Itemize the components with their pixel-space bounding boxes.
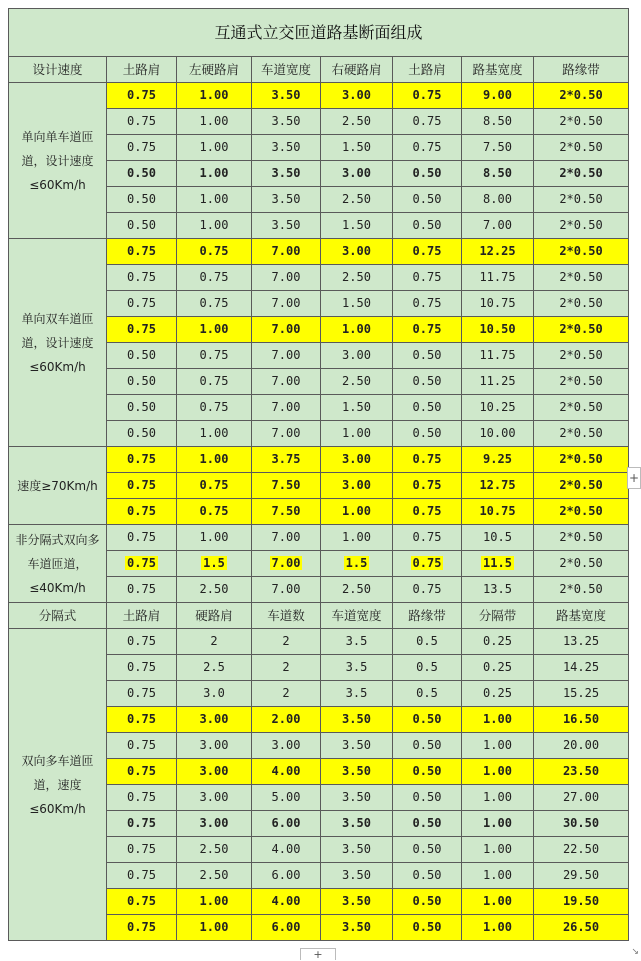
table-title[interactable]: 互通式立交匝道路基断面组成	[9, 9, 629, 57]
table-cell[interactable]: 2*0.50	[534, 291, 629, 317]
table-cell[interactable]: 0.75	[393, 447, 462, 473]
column-header[interactable]: 土路肩	[393, 57, 462, 83]
table-cell[interactable]: 0.50	[393, 213, 462, 239]
table-cell[interactable]: 8.50	[462, 109, 534, 135]
table-cell[interactable]: 29.50	[534, 863, 629, 889]
table-cell[interactable]: 15.25	[534, 681, 629, 707]
column-header[interactable]: 车道宽度	[252, 57, 321, 83]
table-cell[interactable]: 3.50	[321, 785, 393, 811]
table-cell[interactable]: 2*0.50	[534, 395, 629, 421]
table-cell[interactable]: 6.00	[252, 811, 321, 837]
table-cell[interactable]: 0.50	[393, 759, 462, 785]
table-cell[interactable]: 0.50	[393, 187, 462, 213]
table-cell[interactable]: 7.00	[252, 577, 321, 603]
table-cell[interactable]: 0.75	[107, 759, 177, 785]
table-cell[interactable]: 0.50	[107, 421, 177, 447]
table-cell[interactable]: 1.00	[321, 317, 393, 343]
table-cell[interactable]: 7.00	[252, 291, 321, 317]
table-cell[interactable]: 0.75	[107, 863, 177, 889]
table-cell[interactable]: 11.75	[462, 343, 534, 369]
table-cell[interactable]: 3.00	[252, 733, 321, 759]
table-cell[interactable]: 1.00	[177, 525, 252, 551]
table-cell[interactable]: 1.00	[462, 733, 534, 759]
table-cell[interactable]: 11.75	[462, 265, 534, 291]
table-cell[interactable]: 3.50	[321, 915, 393, 941]
table-cell[interactable]: 3.5	[321, 629, 393, 655]
table-cell[interactable]: 0.75	[107, 707, 177, 733]
table-cell[interactable]: 1.00	[177, 915, 252, 941]
table-cell[interactable]: 3.50	[321, 811, 393, 837]
table-cell[interactable]: 0.75	[107, 915, 177, 941]
table-cell[interactable]: 1.00	[177, 213, 252, 239]
column-header[interactable]: 分隔式	[9, 603, 107, 629]
table-cell[interactable]: 26.50	[534, 915, 629, 941]
table-cell[interactable]: 1.00	[462, 759, 534, 785]
table-row	[9, 525, 629, 551]
table-cell[interactable]: 0.75	[177, 265, 252, 291]
table-cell[interactable]: 3.50	[252, 187, 321, 213]
table-cell[interactable]: 0.50	[393, 889, 462, 915]
table-cell[interactable]: 0.75	[107, 473, 177, 499]
cell-value: 0.75	[127, 556, 156, 570]
cell-value: 7.00	[271, 556, 301, 570]
table-cell[interactable]: 0.50	[393, 837, 462, 863]
table-cell[interactable]	[321, 551, 393, 577]
table-cell[interactable]: 3.00	[321, 343, 393, 369]
table-cell[interactable]: 0.75	[107, 83, 177, 109]
table-cell[interactable]: 0.75	[393, 239, 462, 265]
table-cell[interactable]: 0.50	[393, 811, 462, 837]
column-header[interactable]: 左硬路肩	[177, 57, 252, 83]
table-cell[interactable]: 2.00	[252, 707, 321, 733]
table-cell[interactable]: 1.00	[177, 135, 252, 161]
table-cell[interactable]: 0.25	[462, 681, 534, 707]
table-cell[interactable]: 7.00	[252, 317, 321, 343]
table-cell[interactable]: 0.75	[393, 317, 462, 343]
table-cell[interactable]: 30.50	[534, 811, 629, 837]
table-cell[interactable]: 0.50	[393, 369, 462, 395]
cell-value: 0.75	[412, 556, 442, 570]
header-top-row	[9, 57, 629, 83]
table-cell[interactable]: 1.00	[177, 317, 252, 343]
table-cell[interactable]: 2.50	[321, 577, 393, 603]
table-cell[interactable]: 2	[252, 629, 321, 655]
table-cell[interactable]: 0.50	[107, 161, 177, 187]
table-cell[interactable]: 3.00	[177, 707, 252, 733]
table-cell[interactable]: 2*0.50	[534, 577, 629, 603]
table-cell[interactable]: 3.00	[177, 811, 252, 837]
table-cell[interactable]: 0.75	[393, 109, 462, 135]
table-cell[interactable]: 0.50	[393, 161, 462, 187]
table-cell[interactable]: 1.00	[177, 421, 252, 447]
table-cell[interactable]: 2*0.50	[534, 421, 629, 447]
table-cell[interactable]: 1.00	[177, 447, 252, 473]
table-cell[interactable]: 0.75	[393, 499, 462, 525]
table-cell[interactable]: 1.00	[462, 785, 534, 811]
table-cell[interactable]: 0.75	[177, 291, 252, 317]
table-cell[interactable]: 2*0.50	[534, 161, 629, 187]
table-cell[interactable]: 2*0.50	[534, 473, 629, 499]
table-cell[interactable]	[252, 551, 321, 577]
table-cell[interactable]: 0.75	[107, 837, 177, 863]
table-cell[interactable]: 0.50	[393, 915, 462, 941]
table-cell[interactable]: 14.25	[534, 655, 629, 681]
table-cell[interactable]: 7.00	[462, 213, 534, 239]
table-cell[interactable]: 2*0.50	[534, 369, 629, 395]
table-cell[interactable]: 3.75	[252, 447, 321, 473]
table-cell[interactable]: 2*0.50	[534, 317, 629, 343]
table-cell[interactable]: 7.00	[252, 369, 321, 395]
table-cell[interactable]: 0.75	[107, 811, 177, 837]
table-cell[interactable]: 0.75	[393, 525, 462, 551]
table-cell[interactable]: 4.00	[252, 837, 321, 863]
table-cell[interactable]: 1.00	[321, 421, 393, 447]
table-cell[interactable]: 1.00	[462, 811, 534, 837]
table-cell[interactable]: 12.75	[462, 473, 534, 499]
table-cell[interactable]: 2*0.50	[534, 239, 629, 265]
table-cell[interactable]	[462, 551, 534, 577]
table-cell[interactable]: 0.75	[393, 265, 462, 291]
table-cell[interactable]: 1.50	[321, 395, 393, 421]
table-cell[interactable]: 0.75	[107, 733, 177, 759]
table-cell[interactable]: 0.75	[107, 889, 177, 915]
cell-value: 1.5	[345, 556, 368, 570]
table-cell[interactable]: 19.50	[534, 889, 629, 915]
table-cell[interactable]: 23.50	[534, 759, 629, 785]
table-cell[interactable]: 3.50	[252, 161, 321, 187]
table-cell[interactable]: 0.75	[107, 525, 177, 551]
table-cell[interactable]: 1.00	[321, 499, 393, 525]
table-cell[interactable]: 1.50	[321, 135, 393, 161]
table-cell[interactable]	[393, 551, 462, 577]
table-cell[interactable]: 0.50	[107, 395, 177, 421]
cross-section-table	[8, 8, 629, 941]
table-cell[interactable]: 4.00	[252, 759, 321, 785]
table-cell[interactable]: 1.00	[177, 109, 252, 135]
table-cell[interactable]: 3.5	[321, 681, 393, 707]
table-cell[interactable]: 0.75	[177, 395, 252, 421]
table-cell[interactable]: 10.00	[462, 421, 534, 447]
add-row-button[interactable]: +	[300, 948, 336, 960]
table-cell[interactable]: 5.00	[252, 785, 321, 811]
table-cell[interactable]: 10.75	[462, 291, 534, 317]
table-cell[interactable]: 2*0.50	[534, 213, 629, 239]
table-cell[interactable]: 4.00	[252, 889, 321, 915]
table-cell[interactable]: 0.75	[107, 681, 177, 707]
table-cell[interactable]: 0.5	[393, 629, 462, 655]
table-cell[interactable]	[107, 551, 177, 577]
cell-value: 2*0.50	[559, 556, 603, 570]
table-cell[interactable]: 0.75	[177, 473, 252, 499]
resize-handle-icon[interactable]: ↘	[631, 947, 639, 957]
table-cell[interactable]: 7.00	[252, 265, 321, 291]
column-header[interactable]: 车道宽度	[321, 603, 393, 629]
table-cell[interactable]: 8.50	[462, 161, 534, 187]
table-cell[interactable]: 0.75	[393, 135, 462, 161]
table-cell[interactable]: 0.75	[177, 499, 252, 525]
table-cell[interactable]: 7.00	[252, 343, 321, 369]
table-cell[interactable]: 1.50	[321, 213, 393, 239]
table-cell[interactable]: 0.50	[107, 213, 177, 239]
table-cell[interactable]: 3.5	[321, 655, 393, 681]
table-cell[interactable]: 2.50	[321, 369, 393, 395]
column-header[interactable]: 路基宽度	[534, 603, 629, 629]
table-cell[interactable]: 0.75	[177, 343, 252, 369]
table-cell[interactable]: 0.25	[462, 629, 534, 655]
table-cell[interactable]: 0.75	[107, 499, 177, 525]
table-cell[interactable]: 8.00	[462, 187, 534, 213]
table-cell[interactable]: 2.50	[177, 863, 252, 889]
group-label[interactable]: 单向单车道匝道，设计速度≤60Km/h	[9, 83, 107, 239]
table-cell[interactable]: 9.25	[462, 447, 534, 473]
table-cell[interactable]: 0.75	[177, 239, 252, 265]
table-cell[interactable]: 3.50	[252, 213, 321, 239]
table-cell[interactable]: 0.50	[393, 785, 462, 811]
table-cell[interactable]: 1.00	[321, 525, 393, 551]
table-cell[interactable]: 0.50	[393, 733, 462, 759]
table-cell[interactable]: 0.50	[107, 187, 177, 213]
column-header[interactable]: 路缘带	[393, 603, 462, 629]
table-cell[interactable]: 1.00	[177, 161, 252, 187]
table-cell[interactable]: 1.00	[462, 889, 534, 915]
table-row	[9, 239, 629, 265]
table-cell[interactable]: 20.00	[534, 733, 629, 759]
table-cell[interactable]: 1.00	[462, 837, 534, 863]
table-cell[interactable]: 7.00	[252, 421, 321, 447]
table-cell[interactable]: 2*0.50	[534, 109, 629, 135]
table-cell[interactable]: 2.50	[177, 837, 252, 863]
column-header[interactable]: 右硬路肩	[321, 57, 393, 83]
table-cell[interactable]: 0.75	[107, 447, 177, 473]
table-cell[interactable]: 2*0.50	[534, 525, 629, 551]
table-cell[interactable]: 1.00	[177, 187, 252, 213]
table-cell[interactable]: 10.5	[462, 525, 534, 551]
table-cell[interactable]: 12.25	[462, 239, 534, 265]
table-cell[interactable]: 0.50	[393, 863, 462, 889]
table-cell[interactable]: 3.50	[321, 837, 393, 863]
table-cell[interactable]: 0.50	[107, 369, 177, 395]
column-header[interactable]: 硬路肩	[177, 603, 252, 629]
table-cell[interactable]: 1.50	[321, 291, 393, 317]
table-cell[interactable]: 0.75	[107, 785, 177, 811]
table-cell[interactable]: 3.00	[321, 161, 393, 187]
column-header[interactable]: 分隔带	[462, 603, 534, 629]
table-cell[interactable]: 2.50	[321, 265, 393, 291]
table-cell[interactable]: 1.00	[462, 707, 534, 733]
table-cell[interactable]: 27.00	[534, 785, 629, 811]
table-cell[interactable]: 3.50	[252, 83, 321, 109]
cell-value: 11.5	[483, 556, 512, 570]
column-header[interactable]: 设计速度	[9, 57, 107, 83]
table-cell[interactable]: 3.50	[321, 889, 393, 915]
table-cell[interactable]	[177, 551, 252, 577]
table-cell[interactable]: 0.5	[393, 681, 462, 707]
table-cell[interactable]: 0.25	[462, 655, 534, 681]
table-cell[interactable]: 2.50	[321, 109, 393, 135]
table-cell[interactable]: 7.00	[252, 525, 321, 551]
column-header[interactable]: 土路肩	[107, 57, 177, 83]
table-cell[interactable]: 0.75	[107, 239, 177, 265]
table-cell[interactable]: 2.50	[321, 187, 393, 213]
table-cell[interactable]: 2*0.50	[534, 499, 629, 525]
table-cell[interactable]: 0.50	[107, 343, 177, 369]
table-cell[interactable]: 7.50	[462, 135, 534, 161]
table-cell[interactable]: 0.75	[107, 135, 177, 161]
table-cell[interactable]: 1.00	[462, 915, 534, 941]
add-column-button[interactable]: +	[627, 467, 641, 489]
table-cell[interactable]: 22.50	[534, 837, 629, 863]
table-cell[interactable]: 1.00	[177, 83, 252, 109]
table-cell[interactable]: 0.50	[393, 421, 462, 447]
table-cell[interactable]: 9.00	[462, 83, 534, 109]
table-cell[interactable]: 10.75	[462, 499, 534, 525]
table-cell[interactable]: 3.50	[321, 733, 393, 759]
table-cell[interactable]: 3.00	[177, 785, 252, 811]
table-cell[interactable]: 2*0.50	[534, 265, 629, 291]
table-cell[interactable]: 0.75	[107, 577, 177, 603]
table-cell[interactable]: 11.25	[462, 369, 534, 395]
table-cell[interactable]: 6.00	[252, 915, 321, 941]
table-cell[interactable]: 0.50	[393, 343, 462, 369]
table-cell[interactable]: 2.50	[177, 577, 252, 603]
table-cell[interactable]: 7.00	[252, 395, 321, 421]
table-cell[interactable]: 2.5	[177, 655, 252, 681]
table-cell[interactable]	[534, 551, 629, 577]
table-cell[interactable]: 3.00	[177, 759, 252, 785]
group-label[interactable]: 双向多车道匝道，速度≤60Km/h	[9, 629, 107, 941]
table-cell[interactable]: 3.00	[177, 733, 252, 759]
table-cell[interactable]: 3.00	[321, 239, 393, 265]
table-cell[interactable]: 0.75	[393, 577, 462, 603]
table-cell[interactable]: 0.50	[393, 395, 462, 421]
table-cell[interactable]: 7.50	[252, 473, 321, 499]
column-header[interactable]: 车道数	[252, 603, 321, 629]
table-row	[9, 83, 629, 109]
table-cell[interactable]: 0.75	[393, 473, 462, 499]
table-cell[interactable]: 0.75	[107, 629, 177, 655]
table-cell[interactable]: 2	[252, 655, 321, 681]
table-cell[interactable]: 3.50	[321, 759, 393, 785]
table-cell[interactable]: 2*0.50	[534, 187, 629, 213]
table-cell[interactable]: 2	[177, 629, 252, 655]
table-cell[interactable]: 7.50	[252, 499, 321, 525]
table-cell[interactable]: 3.50	[321, 863, 393, 889]
column-header[interactable]: 土路肩	[107, 603, 177, 629]
table-cell[interactable]: 2*0.50	[534, 135, 629, 161]
group-label[interactable]: 非分隔式双向多车道匝道，≤40Km/h	[9, 525, 107, 603]
table-cell[interactable]: 0.5	[393, 655, 462, 681]
cell-value: 1.5	[203, 556, 225, 570]
table-cell[interactable]: 10.25	[462, 395, 534, 421]
header-bottom-row	[9, 603, 629, 629]
table-cell[interactable]: 3.00	[321, 473, 393, 499]
table-cell[interactable]: 2*0.50	[534, 447, 629, 473]
table-cell[interactable]: 0.75	[107, 291, 177, 317]
table-cell[interactable]: 3.50	[321, 707, 393, 733]
column-header[interactable]: 路基宽度	[462, 57, 534, 83]
table-cell[interactable]: 3.50	[252, 135, 321, 161]
table-row	[9, 629, 629, 655]
table-cell[interactable]: 2*0.50	[534, 343, 629, 369]
table-cell[interactable]: 13.25	[534, 629, 629, 655]
table-cell[interactable]: 1.00	[462, 863, 534, 889]
group-label[interactable]: 单向双车道匝道，设计速度≤60Km/h	[9, 239, 107, 447]
table-cell[interactable]: 0.75	[393, 83, 462, 109]
table-cell[interactable]: 2*0.50	[534, 83, 629, 109]
table-cell[interactable]: 0.75	[177, 369, 252, 395]
table-cell[interactable]: 0.75	[107, 317, 177, 343]
table-cell[interactable]: 2	[252, 681, 321, 707]
table-cell[interactable]: 0.75	[107, 265, 177, 291]
spreadsheet	[8, 8, 628, 941]
column-header[interactable]: 路缘带	[534, 57, 629, 83]
table-row	[9, 447, 629, 473]
table-cell[interactable]: 0.75	[107, 109, 177, 135]
table-cell[interactable]: 16.50	[534, 707, 629, 733]
table-cell[interactable]: 3.00	[321, 83, 393, 109]
table-cell[interactable]: 6.00	[252, 863, 321, 889]
table-cell[interactable]: 1.00	[177, 889, 252, 915]
table-cell[interactable]: 3.50	[252, 109, 321, 135]
table-cell[interactable]: 13.5	[462, 577, 534, 603]
table-cell[interactable]: 0.50	[393, 707, 462, 733]
table-cell[interactable]: 3.00	[321, 447, 393, 473]
table-cell[interactable]: 0.75	[393, 291, 462, 317]
table-cell[interactable]: 0.75	[107, 655, 177, 681]
table-cell[interactable]: 10.50	[462, 317, 534, 343]
group-label[interactable]: 速度≥70Km/h	[9, 447, 107, 525]
table-cell[interactable]: 7.00	[252, 239, 321, 265]
table-cell[interactable]: 3.0	[177, 681, 252, 707]
